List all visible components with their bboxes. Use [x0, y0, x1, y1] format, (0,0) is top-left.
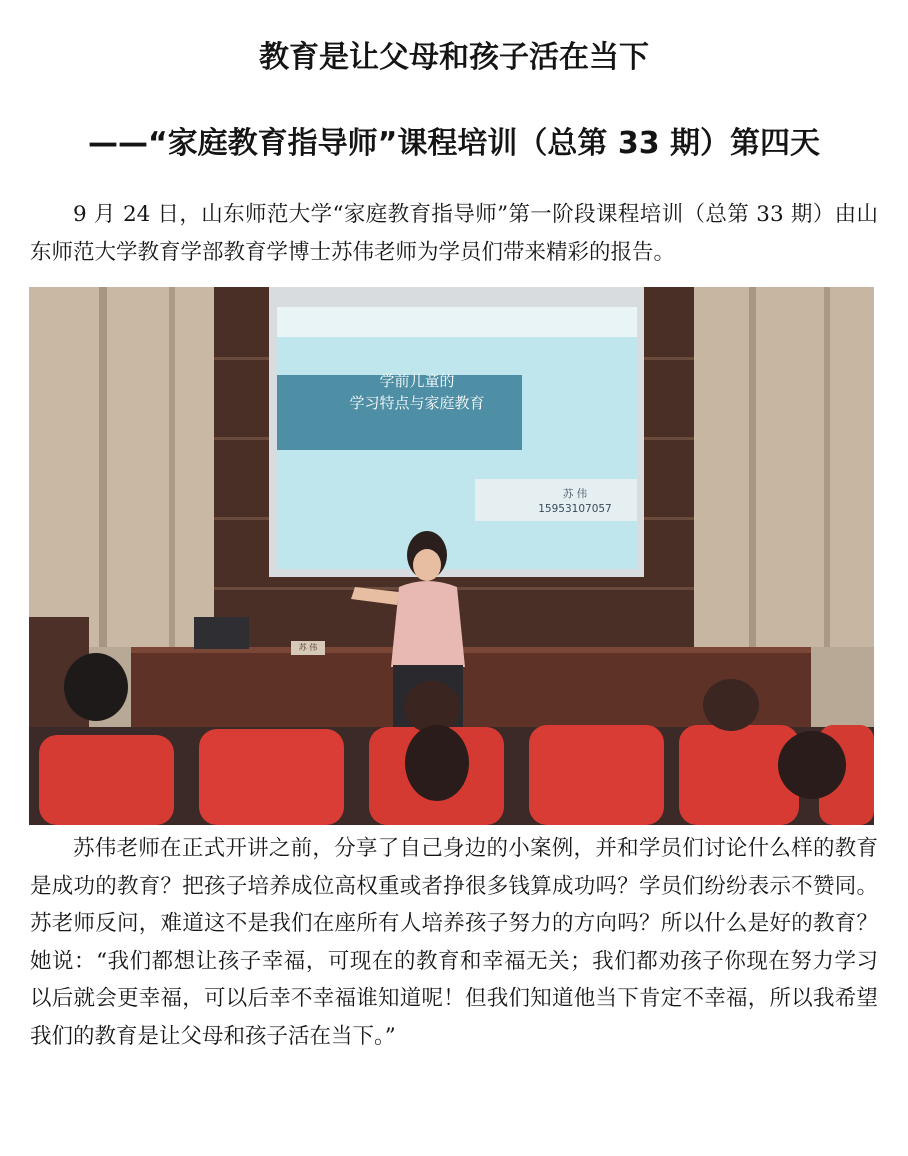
slide-title-line-2: 学习特点与家庭教育	[349, 394, 485, 412]
desk-nameplate: 苏 伟	[291, 641, 325, 655]
lecture-photo-illustration	[29, 287, 874, 825]
slide-presenter-name: 苏 伟	[562, 488, 588, 500]
slide-presenter-phone: 15953107057	[538, 503, 612, 515]
slide-presenter-info	[475, 487, 675, 517]
slide-title	[307, 370, 527, 414]
article-title: 教育是让父母和孩子活在当下	[259, 40, 649, 75]
paragraph-body: 苏伟老师在正式开讲之前，分享了自己身边的小案例，并和学员们讨论什么样的教育是成功的教育？把孩子培养成位高权重或者挣很多钱算成功吗？学员们纷纷表示不赞同。苏老师反问，难道这不是我们在座所有人培养孩子努力的方向吗？所以什么是好的教育？她说：“我们都想让孩子幸福，可现在的教育和幸福无关；我们都劝孩子你现在努力学习以后就会更幸福，可以后幸不幸福谁知道呢！但我们知道他当下肯定不幸福，所以我希望我们的教育是让父母和孩子活在当下。”	[30, 836, 878, 1049]
article-subtitle: ——“家庭教育指导师”课程培训（总第 33 期）第四天	[87, 126, 821, 161]
paragraph-intro: 9 月 24 日，山东师范大学“家庭教育指导师”第一阶段课程培训（总第 33 期）由山东师范大学教育学部教育学博士苏伟老师为学员们带来精彩的报告。	[30, 202, 878, 265]
slide-title-line-1: 学前儿童的	[379, 372, 455, 390]
lecture-photo	[29, 287, 874, 825]
